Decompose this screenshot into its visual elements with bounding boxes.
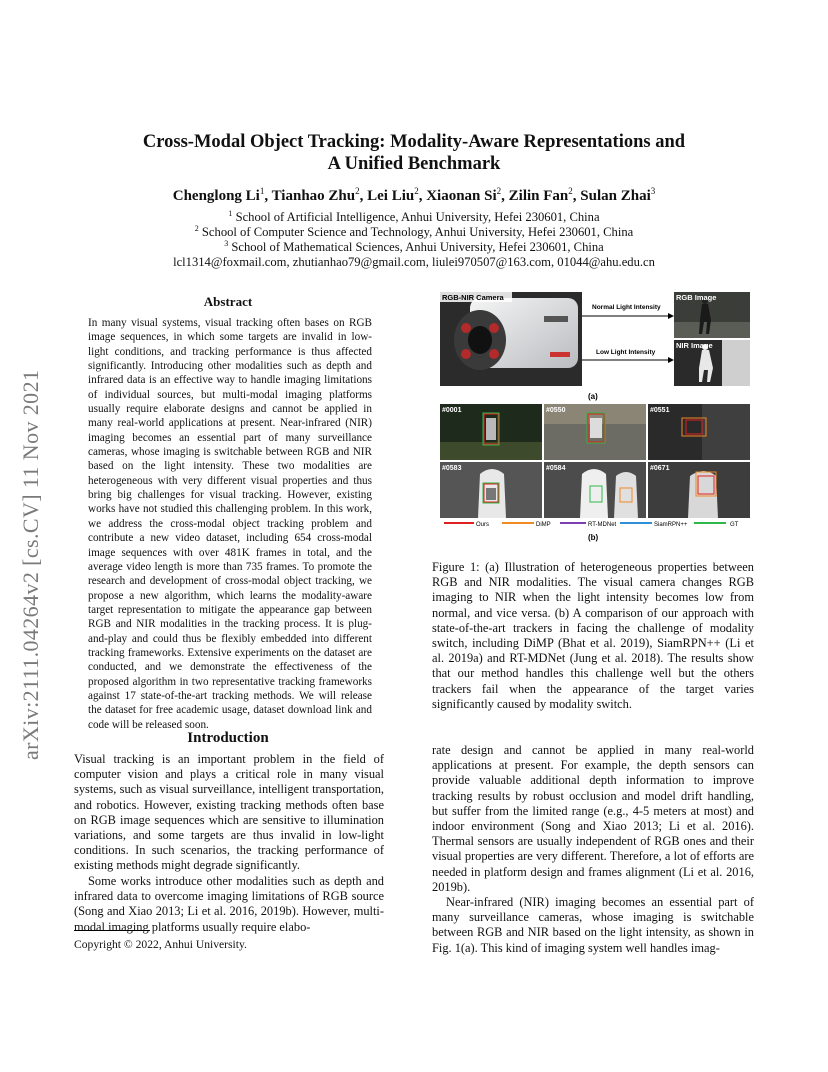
subfigure-a-label: (a): [588, 392, 598, 401]
frame-number: #0671: [650, 465, 670, 472]
footnote-rule: [74, 930, 150, 931]
affiliation: $^2$ School of Computer Science and Technology, Anhui University, Hefei 230601, China: [194, 224, 634, 240]
nir-image-label: NIR Image: [676, 341, 713, 350]
legend-label: DiMP: [536, 522, 551, 528]
abstract-heading: Abstract: [203, 294, 253, 309]
author-emails: lcl1314@foxmail.com, zhutianhao79@gmail.com, liulei970507@163.com, 01044@ahu.edu.cn: [173, 255, 655, 269]
paper-title: [0, 131, 828, 175]
author: Sulan Zhai$^3$: [580, 186, 656, 204]
abstract-text: In many visual systems, visual tracking often bases on RGB image sequences, in which some targets are invalid in low-light conditions, and tracking performance is thus affected significantly. Introducing other modalities such as depth and infrared data is an effective way to handle imaging limitations of individual sources, but multi-modal imaging platforms usually require elaborate designs and cannot be applied in many real-world applications at present. Near-infrared (NIR) imaging becomes an essential part of many surveillance cameras, whose imaging is switchable between RGB and NIR based on the light intensity. These two modalities are heterogeneous with very different visual properties and thus bring big challenges for visual tracking. However, existing works have not studied this challenging problem. In this work, we address the cross-modal object tracking problem and contribute a new video dataset, including 654 cross-modal image sequences with over 481K frames in total, and the average video length is more than 735 frames. To promote the research and development of cross-modal object tracking, we propose a new algorithm, which learns the modality-aware target representation to mitigate the appearance gap between RGB and NIR modalities in the tracking process. It is plug-and-play and could thus be flexibly embedded into different tracking frameworks. Extensive experiments on the dataset are conducted, and we demonstrate the effectiveness of the proposed algorithm in two representative tracking frameworks against 17 state-of-the-art tracking methods. We will release the dataset for free academic usage, dataset download link and code will be released soon.: [88, 317, 372, 731]
affiliation: $^1$ School of Artificial Intelligence, Anhui University, Hefei 230601, China: [228, 209, 600, 225]
legend-label: Ours: [476, 522, 490, 528]
arrow-low-head: [668, 357, 674, 363]
frame-number: #0550: [546, 407, 566, 414]
frame-number: #0584: [546, 465, 566, 472]
figure-caption: Figure 1: (a) Illustration of heterogeneous properties between RGB and NIR modalities. The visual camera changes RGB imaging to NIR when the light intensity becomes low from normal, and vice versa. (b) A comparison of our approach with state-of-the-art trackers in facing the challenge of modality switch, including DiMP (Bhat et al. 2019), SiamRPN++ (Li et al. 2019a) and RT-MDNet (Jung et al. 2018). The results show that our method handles this challenge well but the others trackers fail when the appearance of the target varies significantly caused by modality switch.: [432, 560, 754, 711]
title-line-1: Cross-Modal Object Tracking: Modality-Aware Representations and: [142, 132, 686, 152]
title-line-2: A Unified Benchmark: [327, 154, 501, 174]
right-paragraph-2: Near-infrared (NIR) imaging becomes an essential part of many surveillance cameras, whose imaging is switchable between RGB and NIR based on the light intensity, as shown in Fig. 1(a). This kind of imaging system well handles imag-: [432, 895, 754, 955]
legend-label: GT: [730, 522, 739, 528]
author: Zilin Fan$^2$: [508, 186, 573, 204]
rgb-image-label: RGB Image: [676, 293, 717, 302]
legend-label: SiamRPN++: [654, 522, 688, 528]
legend: [444, 522, 739, 528]
frame-number: #0001: [442, 407, 462, 414]
introduction-heading: Introduction: [187, 730, 269, 746]
frame-number: #0551: [650, 407, 670, 414]
author: Chenglong Li$^1$: [172, 186, 265, 204]
low-light-label: Low Light Intensity: [596, 349, 656, 356]
arrow-normal-head: [668, 313, 674, 319]
arxiv-stamp: arXiv:2111.04264v2 [cs.CV] 11 Nov 2021: [18, 369, 43, 760]
author-list: Chenglong Li$^1$, Tianhao Zhu$^2$, Lei Liu$^2$, Xiaonan Si$^2$, Zilin Fan$^2$, Sulan Zhai$^3$: [172, 186, 656, 204]
author: Lei Liu$^2$: [367, 186, 419, 204]
intro-paragraph-1: Visual tracking is an important problem in the field of computer vision and plays a critical role in many visual systems, such as visual surveillance, intelligent transportation, and robotics. However, existing tracking methods often base on RGB image sequences which are sensitive to illumination variations, and some targets are thus invalid in low-light conditions. In such scenarios, the tracking performance of existing methods might degrade significantly.: [74, 752, 384, 873]
author: Tianhao Zhu$^2$: [271, 186, 360, 204]
author: Xiaonan Si$^2$: [426, 186, 502, 204]
figure-1: [440, 292, 750, 542]
copyright-note: Copyright © 2022, Anhui University.: [74, 938, 247, 951]
right-paragraph-1: rate design and cannot be applied in many real-world applications at present. For example, the depth sensors can provide valuable additional depth information to improve tracking results by robust occlusion and model drift handling, but suffer from the limited range (e.g., 4-5 meters at most) and indoor environment (Song and Xiao 2013; Li et al. 2016). Thermal sensors are usually independent of RGB ones and their visual properties are very different. Therefore, a lot of efforts are needed in platform design and frames alignment (Li et al. 2016, 2019b).: [432, 743, 754, 894]
normal-light-label: Normal Light Intensity: [592, 304, 661, 311]
camera-image: [440, 292, 582, 386]
subfigure-b-label: (b): [588, 533, 599, 542]
camera-label: RGB-NIR Camera: [442, 293, 504, 302]
legend-label: RT-MDNet: [588, 522, 617, 528]
frame-number: #0583: [442, 465, 462, 472]
affiliation: $^3$ School of Mathematical Sciences, Anhui University, Hefei 230601, China: [224, 239, 604, 255]
intro-paragraph-2: Some works introduce other modalities such as depth and infrared data to overcome imaging limitations of RGB source (Song and Xiao 2013; Li et al. 2016, 2019b). However, multi-modal imaging platforms usually require elabo-: [74, 874, 384, 934]
